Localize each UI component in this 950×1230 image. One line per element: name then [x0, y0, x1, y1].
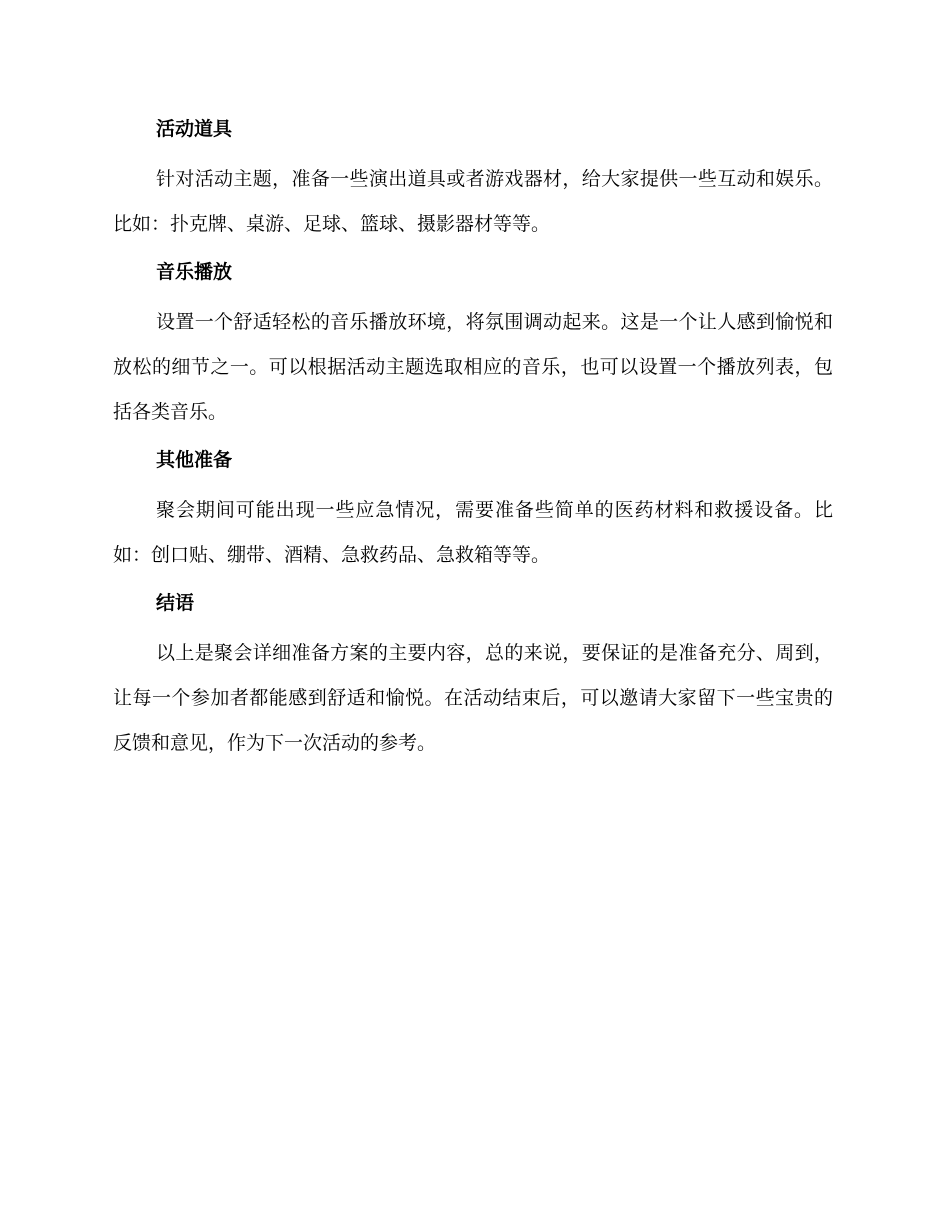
- section-other-preparation: [113, 443, 833, 578]
- document-content: [113, 112, 833, 774]
- section-paragraph: 针对活动主题，准备一些演出道具或者游戏器材，给大家提供一些互动和娱乐。比如：扑克牌、桌游、足球、篮球、摄影器材等等。: [113, 168, 833, 235]
- section-heading: 活动道具: [156, 118, 233, 140]
- section-heading: 其他准备: [156, 449, 233, 471]
- section-conclusion: [113, 586, 833, 766]
- section-activity-props: [113, 112, 833, 247]
- section-paragraph: 以上是聚会详细准备方案的主要内容，总的来说，要保证的是准备充分、周到，让每一个参加者都能感到舒适和愉悦。在活动结束后，可以邀请大家留下一些宝贵的反馈和意见，作为下一次活动的参考。: [113, 642, 833, 754]
- section-paragraph: 聚会期间可能出现一些应急情况，需要准备些简单的医药材料和救援设备。比如：创口贴、绷带、酒精、急救药品、急救箱等等。: [113, 499, 833, 566]
- section-heading: 音乐播放: [156, 261, 233, 283]
- section-heading: 结语: [156, 592, 195, 614]
- section-music: [113, 255, 833, 435]
- section-paragraph: 设置一个舒适轻松的音乐播放环境，将氛围调动起来。这是一个让人感到愉悦和放松的细节之一。可以根据活动主题选取相应的音乐，也可以设置一个播放列表，包括各类音乐。: [113, 311, 833, 423]
